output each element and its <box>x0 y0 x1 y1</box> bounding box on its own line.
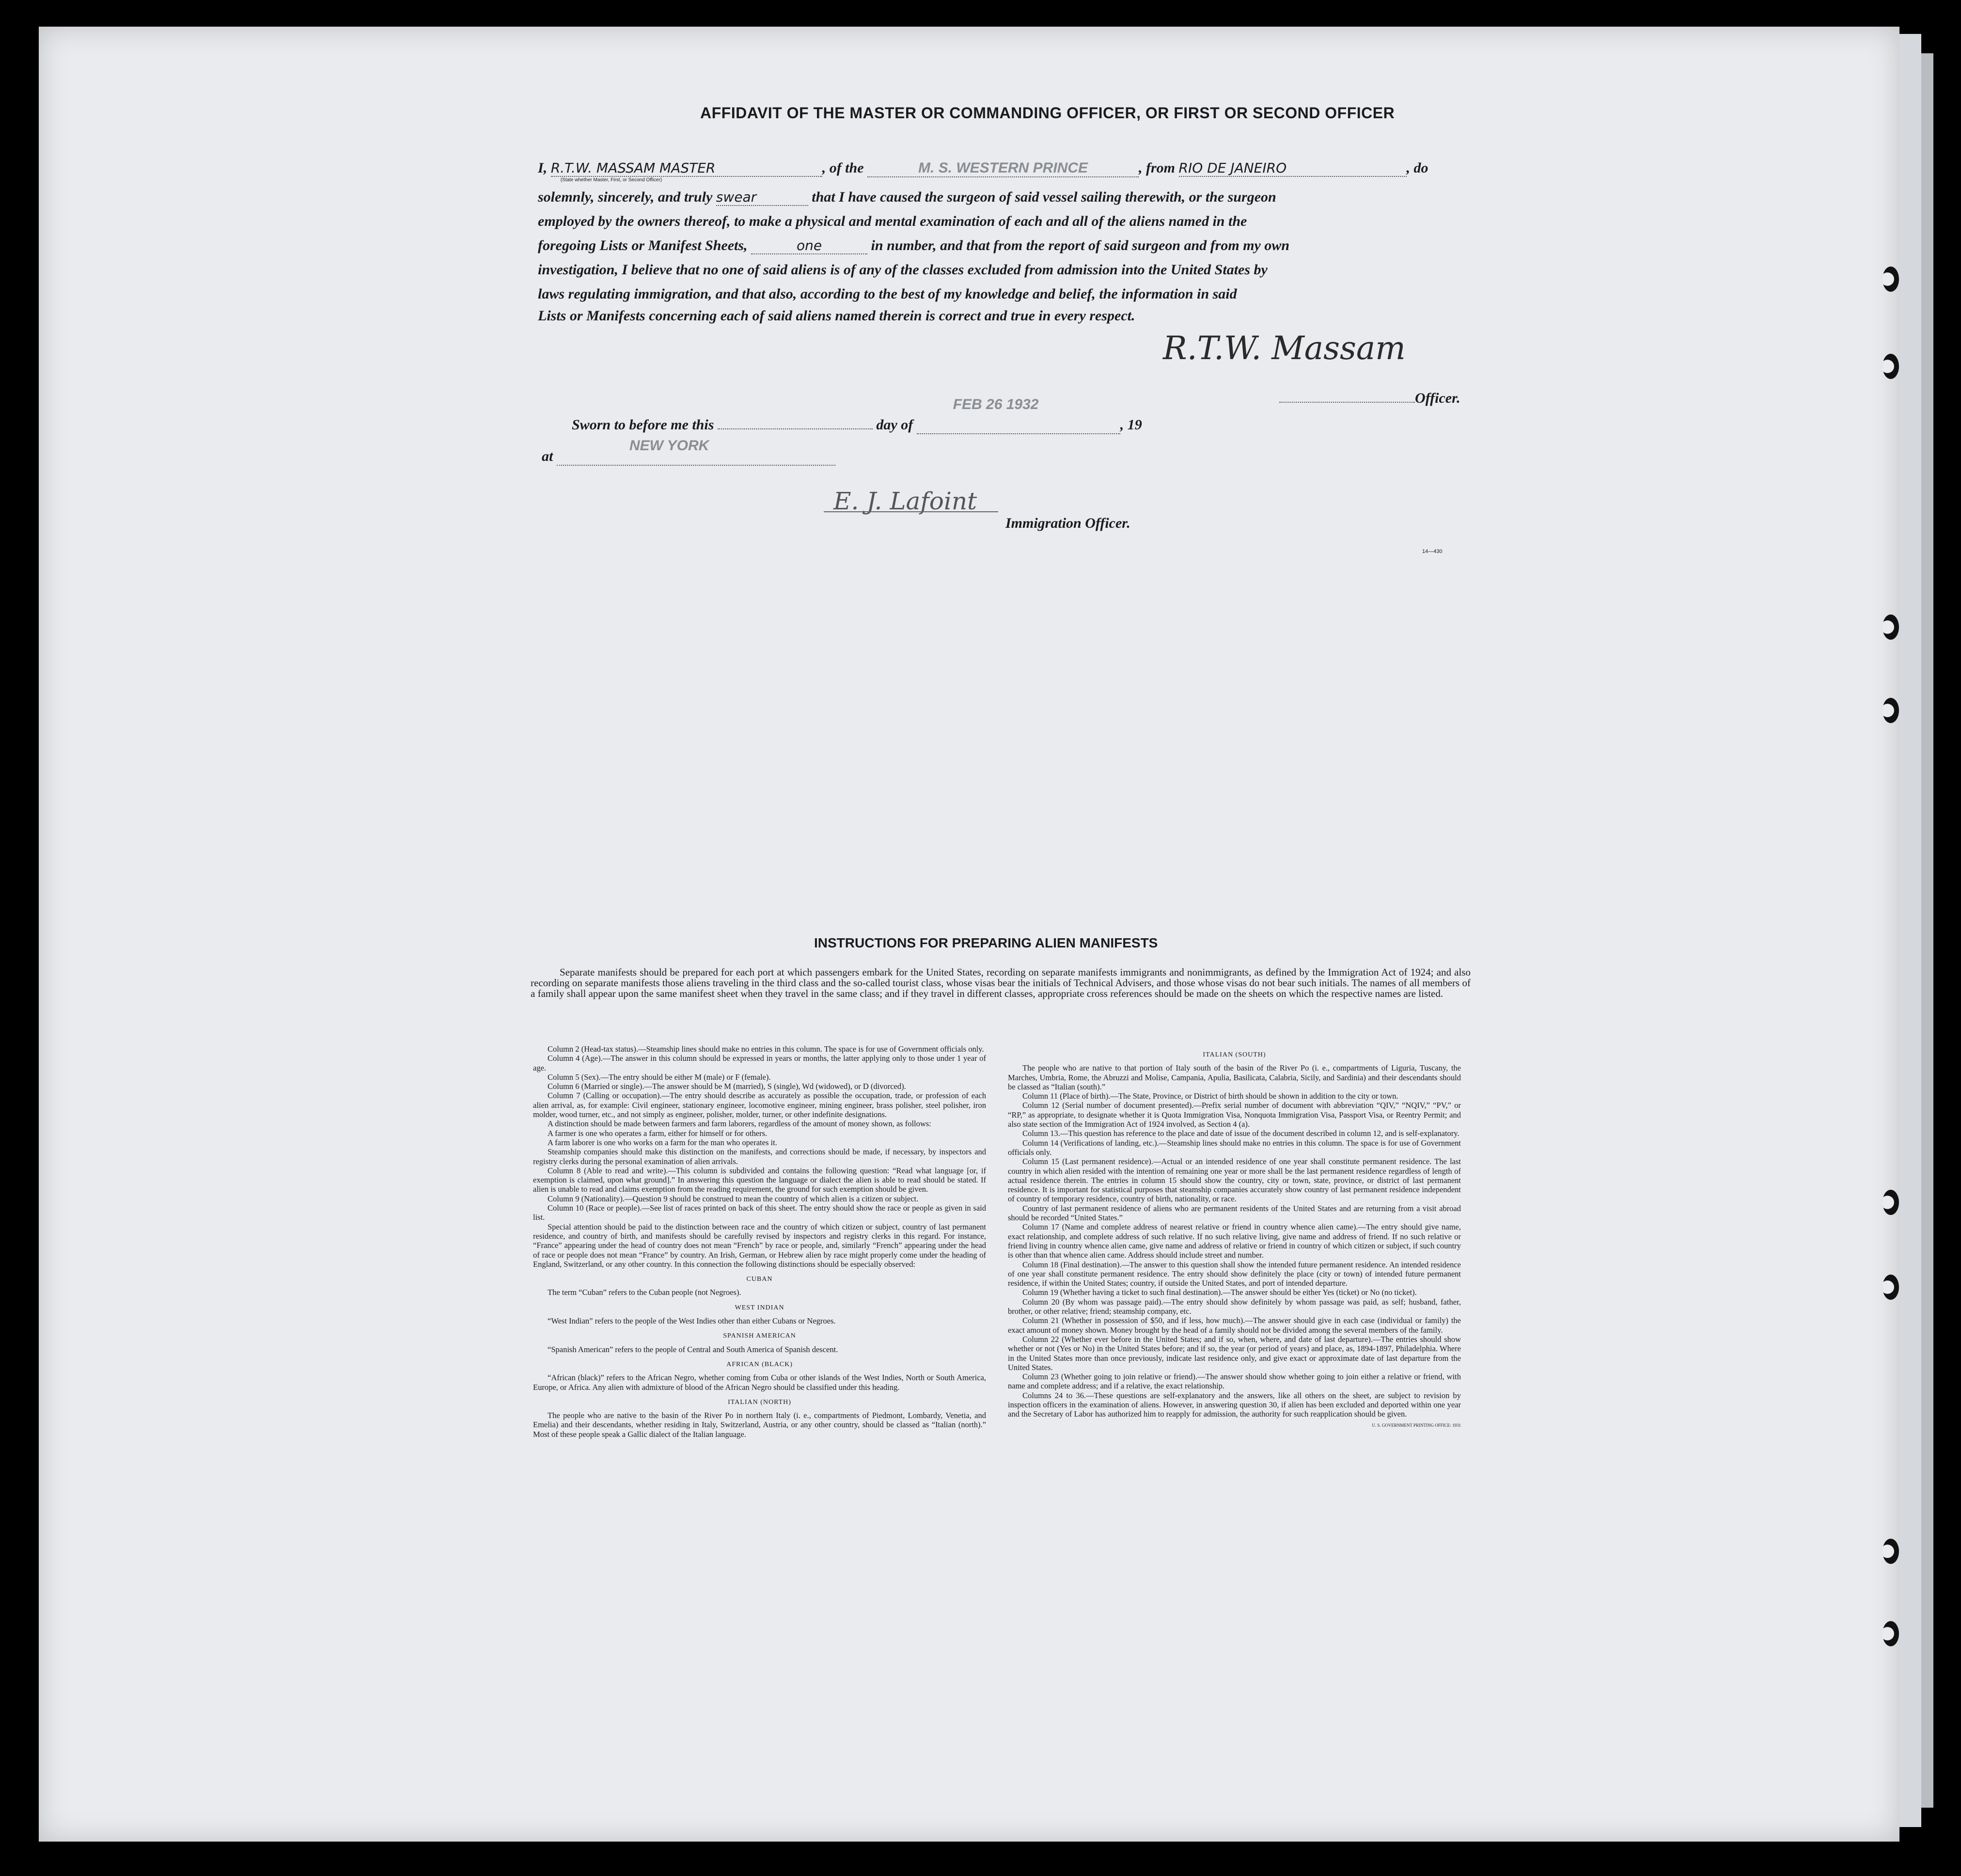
instructions-title: INSTRUCTIONS FOR PREPARING ALIEN MANIFESTS <box>814 935 1158 950</box>
sworn-day-blank <box>718 428 873 429</box>
vessel-field <box>867 160 1139 177</box>
binder-hole <box>1883 1190 1899 1215</box>
paragraph: Column 9 (Nationality).—Question 9 should be construed to mean the country of which alien is a citizen or subject. <box>548 1194 919 1203</box>
paragraph: “West Indian” refers to the people of the West Indies other than either Cubans or Negroes. <box>548 1316 836 1326</box>
port-from: RIO DE JANEIRO <box>1178 160 1287 176</box>
sheet-count-field <box>751 237 867 254</box>
sheet-count: one <box>796 237 822 253</box>
paragraph: Column 6 (Married or single).—The answer should be M (married), S (single), Wd (widowed), or D (divorced). <box>548 1082 906 1091</box>
paragraph: A farm laborer is one who works on a farm for the man who operates it. <box>548 1137 777 1147</box>
instructions-left-column <box>533 1044 986 1439</box>
affidavit-line-6: laws regulating immigration, and that also, according to the best of my knowledge and belief, the information in said <box>538 286 1237 302</box>
text: , of the <box>822 160 864 176</box>
officer-blank <box>1279 402 1415 403</box>
vessel-name: M. S. WESTERN PRINCE <box>918 160 1088 176</box>
paragraph: The people who are native to that portion of Italy south of the basin of the River Po (i. e., compartments of Liguria, Tuscany, the Marches, Umbria, Rome, the Abruzzi and Molise, Campania, Apulia, Basilicata, Calabria, Sicily, and Sardinia) and their descendants should be classed as “Italian (south).” <box>1008 1063 1461 1091</box>
paragraph: Column 11 (Place of birth).—The State, Province, or District of birth should be shown in addition to the city or town. <box>1022 1091 1398 1101</box>
page-edge-back <box>1921 53 1933 1808</box>
paragraph: Column 10 (Race or people).—See list of races printed on back of this sheet. The entry should show the race or people as given in said list. <box>533 1203 986 1222</box>
paragraph: Column 12 (Serial number of document presented).—Prefix serial number of document with abbreviation “QIV,” “NQIV,” “PV,” or “RP,” as appropriate, to designate whether it is Quota Immigration Visa, Nonquota Immigration Visa, Passport Visa, or Reentry Permit; and also state section of the Immigration Act of 1924 involved, as Section 4 (a). <box>1008 1101 1461 1129</box>
immigration-officer-label: Immigration Officer. <box>1005 515 1130 531</box>
paragraph: Column 15 (Last permanent residence).—Actual or an intended residence of one year shall constitute permanent residence. The last country in which alien resided with the intention of remaining one year or more shall be the last permanent residence regardless of length of actual residence therein. The entries in column 15 should show the country, city or town, state, province, or district of last permanent residence. It is important for statistical purposes that steamship companies accurately show country of last permanent residence independent of country of temporary residence, country of birth, nationality, or race. <box>1008 1157 1461 1204</box>
text: foregoing Lists or Manifest Sheets, <box>538 237 748 253</box>
port-from-field <box>1179 160 1407 177</box>
affidavit-line-4 <box>538 237 1289 254</box>
paragraph: Column 19 (Whether having a ticket to such final destination).—The answer should be either Yes (ticket) or No (no ticket). <box>1022 1288 1417 1297</box>
oath-field <box>716 189 808 206</box>
paragraph: Column 5 (Sex).—The entry should be either M (male) or F (female). <box>548 1072 771 1082</box>
affidavit-line-5: investigation, I believe that no one of said aliens is of any of the classes excluded from admission into the United States by <box>538 262 1268 278</box>
paragraph: “African (black)” refers to the African Negro, whether coming from Cuba or other islands of the West Indies, North or South America, Europe, or Africa. Any alien with admixture of blood of the African Negro should be classified under this heading. <box>533 1373 986 1392</box>
paragraph: A distinction should be made between farmers and farm laborers, regardless of the amount of money shown, as follows: <box>548 1119 931 1129</box>
officer-label: Officer. <box>1415 390 1460 406</box>
text: Sworn to before me this <box>572 417 714 433</box>
paragraph: Column 22 (Whether ever before in the United States; and if so, when, where, and date of last departure).—The entries should show whether or not (Yes or No) in the United States before; and if so, the year (or period of years) and place, as, 1894-1897, Philadelphia. Where in the United States more than once previously, indicate last residence only, and give exact or approximate date of last departure from the United States. <box>1008 1334 1461 1372</box>
paragraph: The term “Cuban” refers to the Cuban people (not Negroes). <box>548 1288 741 1297</box>
officer-line <box>1279 390 1460 407</box>
place-stamp: NEW YORK <box>629 438 709 454</box>
text: , from <box>1139 160 1176 176</box>
paragraph: Column 13.—This question has reference to the place and date of issue of the document described in column 12, and is self-explanatory. <box>1022 1129 1459 1138</box>
text: I, <box>538 160 548 176</box>
paragraph: Column 17 (Name and complete address of nearest relative or friend in country whence alien came).—The entry should give name, exact relationship, and complete address of such relative. If no such relative living, give name and address of friend. If no such relative or friend living in country whence alien came, give name and address of relative or friend in country of which citizen or subject, if such country is other than that whence alien came. Address should include street and number. <box>1008 1222 1461 1260</box>
printer-imprint: U. S. GOVERNMENT PRINTING OFFICE: 1931 <box>1372 1422 1461 1428</box>
officer-name: R.T.W. MASSAM MASTER <box>550 160 716 176</box>
section-heading: CUBAN <box>746 1276 773 1283</box>
binder-hole <box>1883 1275 1899 1300</box>
page-edge <box>1899 34 1921 1827</box>
at-line <box>542 438 835 466</box>
place-field <box>557 438 835 466</box>
paragraph: The people who are native to the basin of the River Po in northern Italy (i. e., compartments of Piedmont, Lombardy, Venetia, and Emelia) and their descendants, whether residing in Italy, Switzerland, Austria, or any other country, should be classed as “Italian (north).” Most of these people speak a Gallic dialect of the Italian language. <box>533 1411 986 1439</box>
affidavit-line-2 <box>538 189 1276 206</box>
text: at <box>542 448 553 464</box>
paragraph: Column 20 (By whom was passage paid).—The entry should show definitely by whom passage was paid, as self; husband, father, brother, or other relative; friend; steamship company, etc. <box>1008 1297 1461 1316</box>
affidavit-line-3: employed by the owners thereof, to make a physical and mental examination of each and all of the aliens named in the <box>538 213 1247 229</box>
text: that I have caused the surgeon of said vessel sailing therewith, or the surgeon <box>812 189 1276 205</box>
immigration-officer-signature: E. J. Lafoint <box>833 487 977 515</box>
binder-hole <box>1883 1539 1899 1564</box>
paragraph: Columns 24 to 36.—These questions are self-explanatory and the answers, like all others on the sheet, are subject to revision by inspection officers in the examination of aliens. However, in answering question 30, if alien has been excluded and deported within one year and the Secretary of Labor has authorized him to reapply for admission, the authority for such reapplication should be given. <box>1008 1390 1461 1419</box>
instructions-intro: Separate manifests should be prepared for each port at which passengers embark for the United States, recording on separate manifests immigrants and nonimmigrants, as defined by the Immigration Act of 1924; and also recording on separate manifests those aliens traveling in the third class and the so-called tourist class, whose visas bear the initials of Technical Advisers, and those whose visas do not bear such initials. The names of all members of a family shall appear upon the same manifest sheet when they travel in the same class; and if they travel in different classes, appropriate cross references should be made on the sheets on which the respective names are listed. <box>531 966 1471 999</box>
paragraph: Country of last permanent residence of aliens who are permanent residents of the United States and are returning from a visit abroad should be recorded “United States.” <box>1008 1203 1461 1223</box>
sworn-line <box>572 396 1142 434</box>
paragraph: Column 8 (Able to read and write).—This column is subdivided and contains the following question: “Read what language [or, if exemption is claimed, upon what ground].” In answering this question the language or dialect the alien is able to read should be stated. If alien is unable to read and claims exemption from the reading requirement, the ground for such exemption should be given. <box>533 1166 986 1194</box>
section-heading: ITALIAN (SOUTH) <box>1203 1051 1266 1058</box>
paragraph: Column 23 (Whether going to join relative or friend).—The answer should show whether going to join either a relative or friend, with name and complete address; and if a relative, the exact relationship. <box>1008 1372 1461 1391</box>
binder-hole <box>1883 698 1899 723</box>
affidavit-line-1 <box>538 160 1428 183</box>
text: solemnly, sincerely, and truly <box>538 189 713 205</box>
section-heading: AFRICAN (BLACK) <box>726 1360 793 1368</box>
binder-hole <box>1883 615 1899 640</box>
paragraph: Column 4 (Age).—The answer in this column should be expressed in years or months, the latter applying only to those under 1 year of age. <box>533 1054 986 1072</box>
instructions-right-column <box>1008 1044 1461 1430</box>
text: , 19 <box>1120 417 1142 433</box>
paragraph: Column 18 (Final destination).—The answer to this question shall show the intended future permanent residence. An intended residence of one year shall constitute permanent residence. The entry should show definitely the place (city or town) of intended future permanent residence, if within the United States; country, if outside the United States, and port of intended departure. <box>1008 1260 1461 1288</box>
binder-hole <box>1883 354 1899 379</box>
sworn-date-field <box>917 396 1120 434</box>
paragraph: Column 2 (Head-tax status).—Steamship lines should make no entries in this column. The space is for use of Government officials only. <box>548 1044 984 1054</box>
paragraph: Column 7 (Calling or occupation).—The entry should describe as accurately as possible the occupation, trade, or profession of each alien arrival, as, for example: Civil engineer, stationary engineer, locomotive engineer, mining engineer, brass polisher, steel polisher, iron molder, wood turner, etc., and not simply as engineer, polisher, molder, turner, or other indefinite designations. <box>533 1091 986 1119</box>
affidavit-title: AFFIDAVIT OF THE MASTER OR COMMANDING OFFICER, OR FIRST OR SECOND OFFICER <box>700 104 1395 122</box>
paragraph: A farmer is one who operates a farm, either for himself or for others. <box>548 1128 768 1138</box>
binder-hole <box>1883 267 1899 292</box>
text: in number, and that from the report of said surgeon and from my own <box>871 237 1290 253</box>
officer-name-field <box>550 160 822 183</box>
text: , do <box>1406 160 1428 176</box>
sworn-date-stamp: FEB 26 1932 <box>953 396 1039 412</box>
paragraph: Special attention should be paid to the distinction between race and the country of which citizen or subject, country of last permanent residence, and country of birth, and manifests should be carefully revised by inspectors and registry clerks in this regard. For instance, “France” appearing under the head of country does not mean “French” by race or people, and, similarly “French” appearing under the head of race or people does not mean “France” by country. An Irish, German, or Hebrew alien by race might properly come under the heading of England, Switzerland, or any other country. In this connection the following distinctions should be especially observed: <box>533 1222 986 1269</box>
paragraph: Steamship companies should make this distinction on the manifests, and corrections should be made, if necessary, by inspectors and registry clerks during the personal examination of alien arrivals. <box>533 1147 986 1166</box>
master-signature: R.T.W. Massam <box>1163 330 1406 367</box>
section-heading: SPANISH AMERICAN <box>723 1332 796 1340</box>
binder-hole <box>1883 1621 1899 1646</box>
text: day of <box>876 417 913 433</box>
section-heading: WEST INDIAN <box>735 1304 784 1311</box>
form-code: 14—430 <box>1422 549 1443 554</box>
paragraph: “Spanish American” refers to the people of Central and South America of Spanish descent. <box>548 1344 838 1354</box>
oath-word: swear <box>716 189 757 205</box>
paragraph: Column 21 (Whether in possession of $50, and if less, how much).—The answer should give in each case (individual or family) the exact amount of money shown. Money brought by the head of a family should not be divided among the several members of the family. <box>1008 1316 1461 1335</box>
signature-rule <box>824 511 998 512</box>
affidavit-line-7: Lists or Manifests concerning each of said aliens named therein is correct and true in every respect. <box>538 308 1135 324</box>
officer-note: (State whether Master, First, or Second Officer) <box>560 177 662 183</box>
section-heading: ITALIAN (NORTH) <box>728 1398 791 1406</box>
paragraph: Column 14 (Verifications of landing, etc.).—Steamship lines should make no entries in this column. The space is for use of Government officials only. <box>1008 1138 1461 1157</box>
